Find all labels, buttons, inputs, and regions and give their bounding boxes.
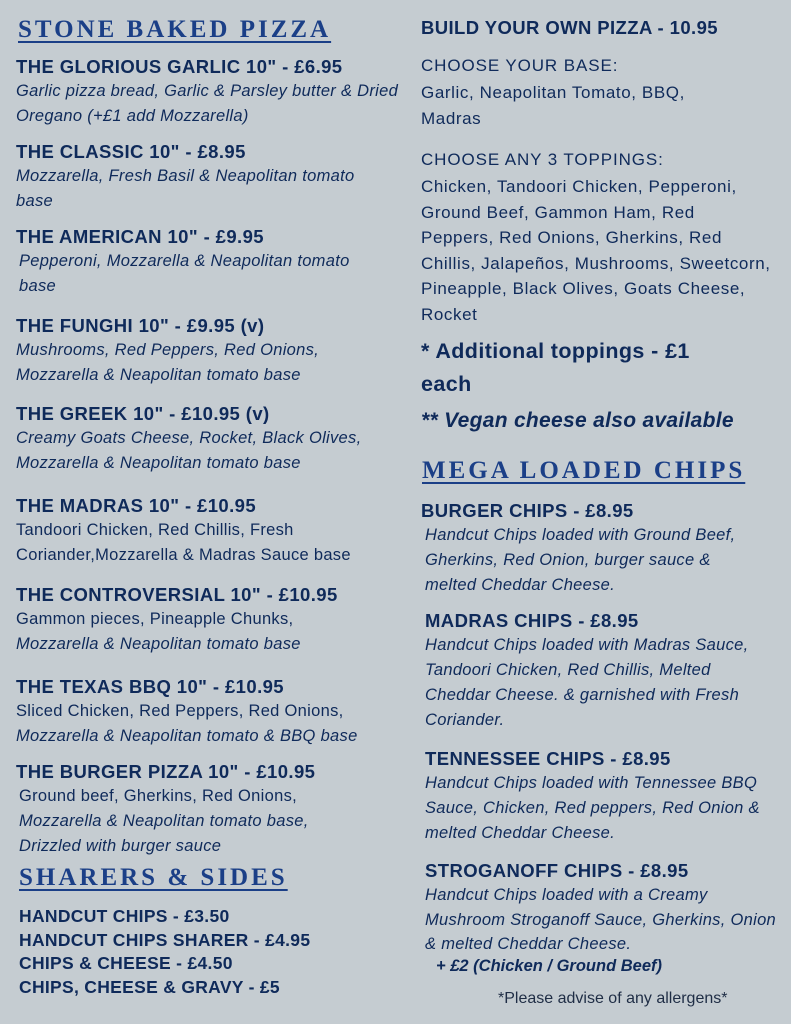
allergen-note: *Please advise of any allergens* [498, 990, 728, 1007]
menu-item-title: STROGANOFF CHIPS - £8.95 [425, 860, 689, 881]
menu-item [16, 140, 416, 214]
base-label: CHOOSE YOUR BASE: [421, 56, 619, 75]
menu-item-title: THE MADRAS 10" - £10.95 [16, 495, 257, 516]
menu-item-description: Coriander,Mozzarella & Madras Sauce base [16, 546, 351, 564]
toppings-section [421, 150, 771, 327]
menu-item-title: MADRAS CHIPS - £8.95 [425, 610, 639, 631]
chips-heading: MEGA LOADED CHIPS [422, 457, 746, 484]
menu-item-extra: + £2 (Chicken / Ground Beef) [436, 957, 663, 975]
menu-item-title: BURGER CHIPS - £8.95 [421, 500, 634, 521]
menu-item-description: Sliced Chicken, Red Peppers, Red Onions, [16, 702, 344, 720]
menu-item [421, 499, 781, 598]
sides-list [19, 905, 310, 999]
menu-item-description: Handcut Chips loaded with Madras Sauce, Tandoori Chicken, Red Chillis, Melted Cheddar Cheese. & garnished with Fresh Coriander. [425, 636, 749, 729]
menu-item-description: Mozzarella & Neapolitan tomato base [16, 635, 301, 653]
base-options: Garlic, Neapolitan Tomato, BBQ, Madras [421, 83, 685, 128]
menu-item [425, 609, 785, 733]
menu-item [16, 583, 416, 657]
menu-item-description: Garlic pizza bread, Garlic & Parsley butter & Dried Oregano (+£1 add Mozzarella) [16, 82, 399, 125]
menu-item-description: Ground beef, Gherkins, Red Onions, [19, 787, 298, 805]
menu-item [16, 760, 416, 859]
build-your-own [421, 16, 718, 40]
menu-item-description: Mozzarella, Fresh Basil & Neapolitan tomato base [16, 167, 355, 210]
vegan-note: ** Vegan cheese also available [421, 409, 734, 432]
list-item: CHIPS & CHEESE - £4.50 [19, 953, 233, 973]
menu-item-title: THE TEXAS BBQ 10" - £10.95 [16, 676, 284, 697]
menu-item-title: THE CLASSIC 10" - £8.95 [16, 141, 246, 162]
menu-item-description: Creamy Goats Cheese, Rocket, Black Olives, Mozzarella & Neapolitan tomato base [16, 429, 362, 472]
menu-item-description: Mozzarella & Neapolitan tomato base, [19, 812, 309, 830]
menu-item-title: THE FUNGHI 10" - £9.95 (v) [16, 315, 265, 336]
menu-item-description: Handcut Chips loaded with Tennessee BBQ Sauce, Chicken, Red peppers, Red Onion & melted Cheddar Cheese. [425, 774, 760, 842]
base-section [421, 56, 701, 131]
menu-item [16, 55, 416, 129]
menu-item [16, 314, 416, 388]
toppings-label: CHOOSE ANY 3 TOPPINGS: [421, 150, 664, 169]
menu-item [425, 747, 785, 846]
menu-item-description: Mozzarella & Neapolitan tomato & BBQ base [16, 727, 358, 745]
menu-item [16, 225, 416, 299]
menu-item-description: Pepperoni, Mozzarella & Neapolitan tomato base [19, 252, 350, 295]
menu-item [425, 859, 785, 957]
menu-item-description: Gammon pieces, Pineapple Chunks, [16, 610, 294, 628]
build-title: BUILD YOUR OWN PIZZA - 10.95 [421, 17, 718, 38]
menu-item [16, 402, 416, 476]
menu-item-description: Mushrooms, Red Peppers, Red Onions, Mozzarella & Neapolitan tomato base [16, 341, 320, 384]
menu-item-description: Handcut Chips loaded with Ground Beef, Gherkins, Red Onion, burger sauce & melted Cheddar Cheese. [425, 526, 736, 594]
sides-heading: SHARERS & SIDES [19, 864, 288, 891]
menu-item-description: Handcut Chips loaded with a Creamy Mushroom Stroganoff Sauce, Gherkins, Onion & melted Cheddar Cheese. [425, 886, 777, 953]
toppings-list: Chicken, Tandoori Chicken, Pepperoni, Ground Beef, Gammon Ham, Red Peppers, Red Onions, Gherkins, Red Chillis, Jalapeños, Mushrooms, Sweetcorn, Pineapple, Black Olives, Goats Cheese, Rocket [421, 177, 771, 324]
menu-item-title: THE GLORIOUS GARLIC 10" - £6.95 [16, 56, 343, 77]
list-item: CHIPS, CHEESE & GRAVY - £5 [19, 976, 280, 997]
additional-toppings-note: * Additional toppings - £1 each [421, 339, 690, 396]
menu-item [16, 675, 416, 749]
menu-item-description: Drizzled with burger sauce [19, 837, 222, 855]
pizza-heading: STONE BAKED PIZZA [18, 16, 332, 43]
menu-item-title: TENNESSEE CHIPS - £8.95 [425, 748, 671, 769]
menu-item-title: THE GREEK 10" - £10.95 (v) [16, 403, 270, 424]
menu-item [16, 494, 416, 568]
list-item: HANDCUT CHIPS - £3.50 [19, 906, 230, 926]
menu-item-title: THE CONTROVERSIAL 10" - £10.95 [16, 584, 338, 605]
menu-item-title: THE BURGER PIZZA 10" - £10.95 [16, 761, 316, 782]
list-item: HANDCUT CHIPS SHARER - £4.95 [19, 929, 311, 950]
menu-item-description: Tandoori Chicken, Red Chillis, Fresh [16, 521, 294, 539]
menu-item-title: THE AMERICAN 10" - £9.95 [16, 226, 264, 247]
